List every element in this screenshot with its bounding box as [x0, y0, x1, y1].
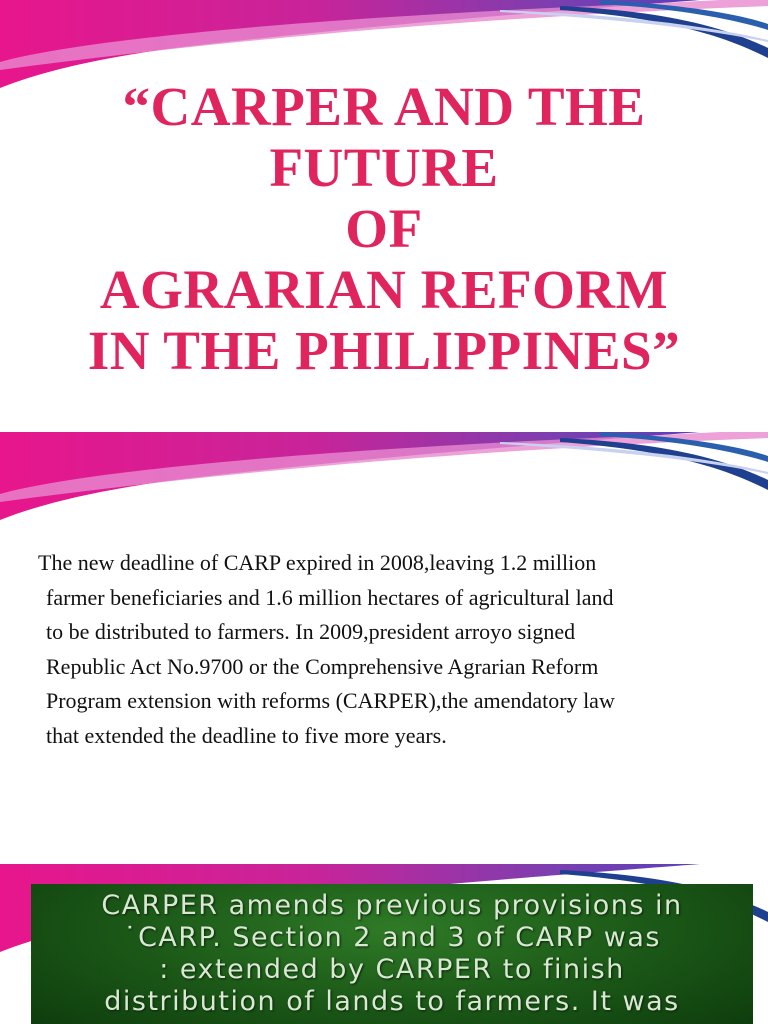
- body-paragraph: [38, 546, 738, 753]
- decorative-ribbon: [0, 432, 768, 532]
- body-line: that extended the deadline to five more years.: [46, 722, 447, 748]
- panel-text: [31, 890, 753, 1018]
- panel-line: CARPER amends previous provisions in: [101, 890, 683, 921]
- slide-1: [0, 0, 768, 432]
- title-line: OF: [345, 198, 423, 259]
- body-line: Program extension with reforms (CARPER),the amendatory law: [46, 688, 615, 713]
- body-line: The new deadline of CARP expired in 2008,leaving 1.2 million: [38, 550, 597, 575]
- title-line: FUTURE: [269, 137, 499, 198]
- green-text-panel: [31, 884, 753, 1024]
- title-line: AGRARIAN REFORM: [99, 259, 669, 320]
- body-line: farmer beneficiaries and 1.6 million hectares of agricultural land: [46, 584, 614, 610]
- title-line: “CARPER AND THE: [122, 76, 646, 137]
- body-line: Republic Act No.9700 or the Comprehensive Agrarian Reform: [46, 653, 599, 679]
- panel-line: ˙CARP. Section 2 and 3 of CARP was: [123, 922, 661, 953]
- title-line: IN THE PHILIPPINES”: [87, 320, 681, 381]
- slide-3: [0, 864, 768, 1024]
- slide-title: [0, 76, 768, 381]
- slide-2: [0, 432, 768, 864]
- panel-line: distribution of lands to farmers. It was: [104, 986, 680, 1017]
- panel-line: : extended by CARPER to finish: [159, 954, 625, 985]
- body-line: to be distributed to farmers. In 2009,president arroyo signed: [46, 619, 576, 644]
